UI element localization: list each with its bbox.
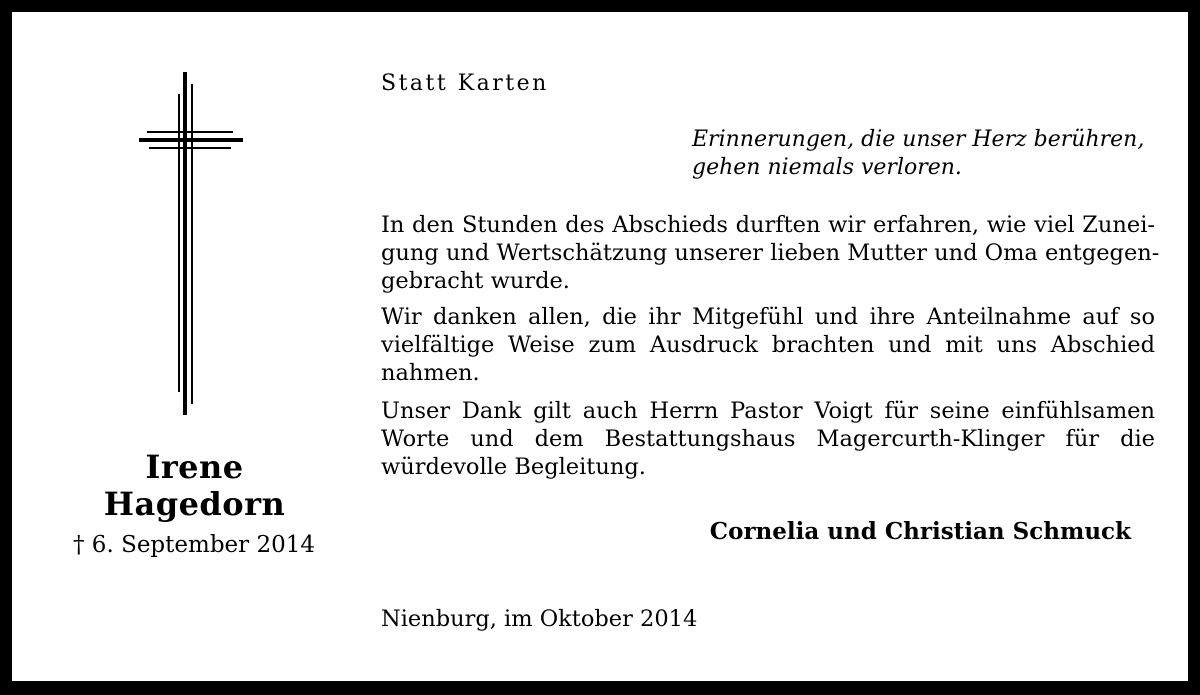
paragraph-line: Unser Dank gilt auch Herrn Pastor Voigt für seine einfühlsamen	[381, 398, 1155, 424]
deceased-first-name: Irene	[145, 448, 244, 486]
signature: Cornelia und Christian Schmuck	[709, 518, 1131, 545]
paragraph-line: vielfältige Weise zum Ausdruck brachten und mit uns Abschied	[381, 332, 1155, 358]
paragraph-line: gung und Wertschätzung unserer lieben Mutter und Oma entgegen-	[381, 240, 1160, 266]
paragraph-line: nahmen.	[381, 360, 480, 386]
quote-line: gehen niemals verloren.	[692, 155, 962, 180]
paragraph-line: In den Stunden des Abschieds durften wir erfahren, wie viel Zunei-	[381, 212, 1155, 238]
quote-line: Erinnerungen, die unser Herz berühren,	[692, 127, 1145, 152]
death-date: † 6. September 2014	[73, 532, 315, 558]
paragraph-farewell	[381, 211, 1160, 295]
place-date: Nienburg, im Oktober 2014	[381, 606, 698, 632]
header-kicker: Statt Karten	[381, 71, 549, 96]
paragraph-line: Worte und dem Bestattungshaus Magercurth-Klinger für die	[381, 426, 1155, 452]
paragraph-thanks	[381, 303, 1155, 387]
paragraph-special-thanks	[381, 397, 1155, 481]
quote-block	[692, 126, 1162, 182]
deceased-last-name: Hagedorn	[103, 485, 286, 523]
paragraph-line: gebracht wurde.	[381, 268, 570, 294]
cross-icon	[137, 70, 247, 416]
paragraph-line: Wir danken allen, die ihr Mitgefühl und ihre Anteilnahme auf so	[381, 304, 1155, 330]
paragraph-line: würdevolle Begleitung.	[381, 454, 646, 480]
